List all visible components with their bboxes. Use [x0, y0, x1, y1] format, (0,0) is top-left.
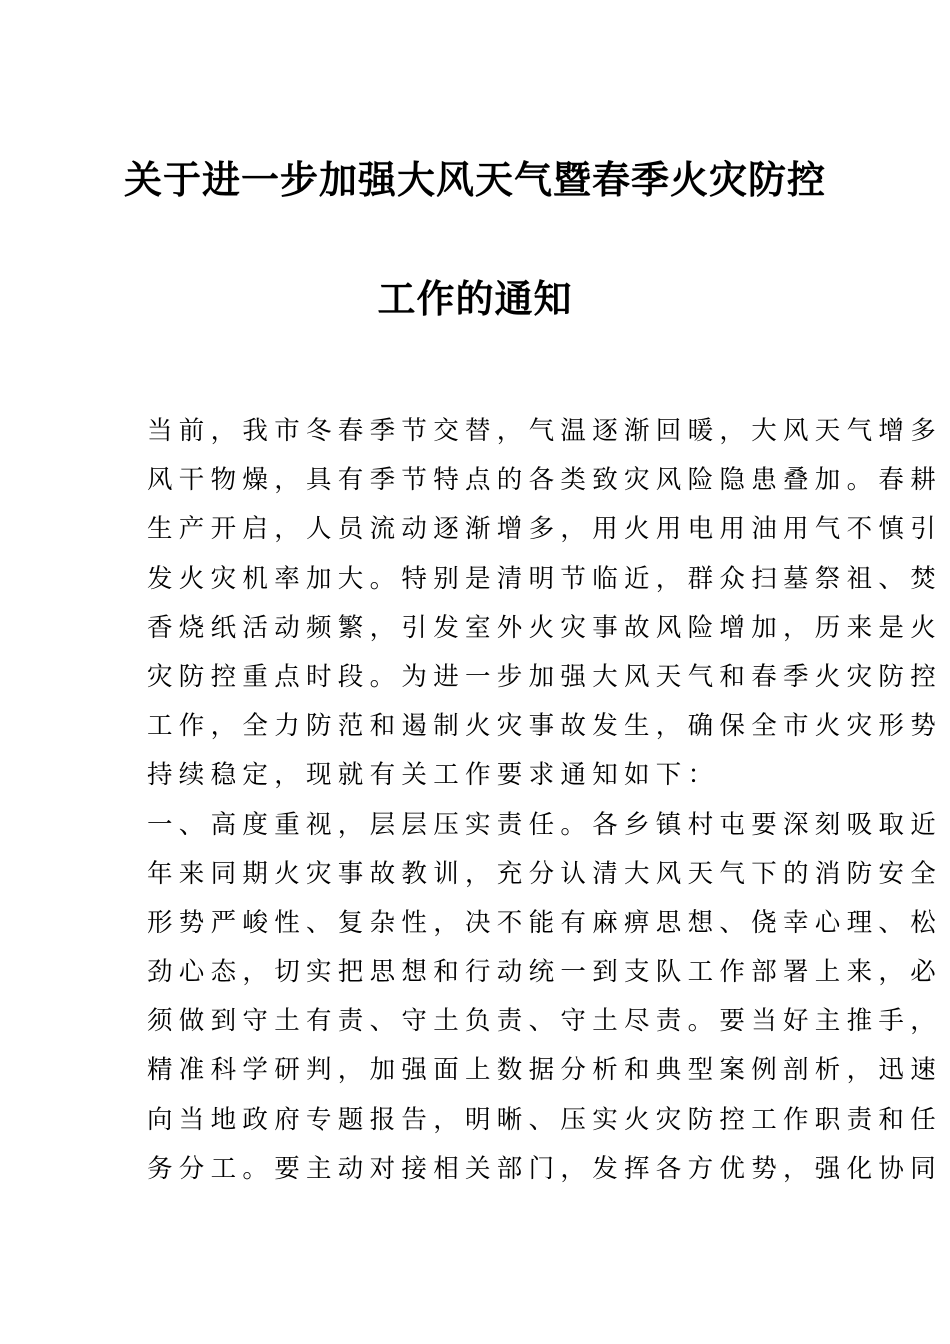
body-line: 风干物燥，具有季节特点的各类致灾风险隐患叠加。春耕 — [147, 465, 943, 496]
body-line: 年来同期火灾事故教训，充分认清大风天气下的消防安全 — [147, 858, 943, 889]
body-line: 一、高度重视，层层压实责任。各乡镇村屯要深刻吸取近 — [147, 809, 943, 840]
body-line: 发火灾机率加大。特别是清明节临近，群众扫墓祭祖、焚 — [147, 563, 943, 594]
body-line: 持续稳定，现就有关工作要求通知如下： — [147, 760, 720, 791]
body-line: 生产开启，人员流动逐渐增多，用火用电用油用气不慎引 — [147, 514, 943, 545]
body-line: 务分工。要主动对接相关部门，发挥各方优势，强化协同 — [147, 1153, 943, 1184]
document-title-line-1: 关于进一步加强大风天气暨春季火灾防控 — [123, 157, 826, 202]
body-line: 灾防控重点时段。为进一步加强大风天气和春季火灾防控 — [147, 661, 943, 692]
body-line: 精准科学研判，加强面上数据分析和典型案例剖析，迅速 — [147, 1055, 943, 1086]
body-line: 工作，全力防范和遏制火灾事故发生，确保全市火灾形势 — [147, 711, 943, 742]
document-body — [147, 407, 943, 1194]
document-title-line-2: 工作的通知 — [377, 276, 573, 321]
body-line: 当前，我市冬春季节交替，气温逐渐回暖，大风天气增多 — [147, 416, 943, 446]
body-line: 劲心态，切实把思想和行动统一到支队工作部署上来，必 — [147, 957, 943, 988]
body-line: 香烧纸活动频繁，引发室外火灾事故风险增加，历来是火 — [147, 612, 943, 643]
body-line: 须做到守土有责、守土负责、守土尽责。要当好主推手， — [147, 1006, 943, 1037]
body-line: 形势严峻性、复杂性，决不能有麻痹思想、侥幸心理、松 — [147, 907, 943, 938]
body-line: 向当地政府专题报告，明晰、压实火灾防控工作职责和任 — [147, 1104, 943, 1135]
